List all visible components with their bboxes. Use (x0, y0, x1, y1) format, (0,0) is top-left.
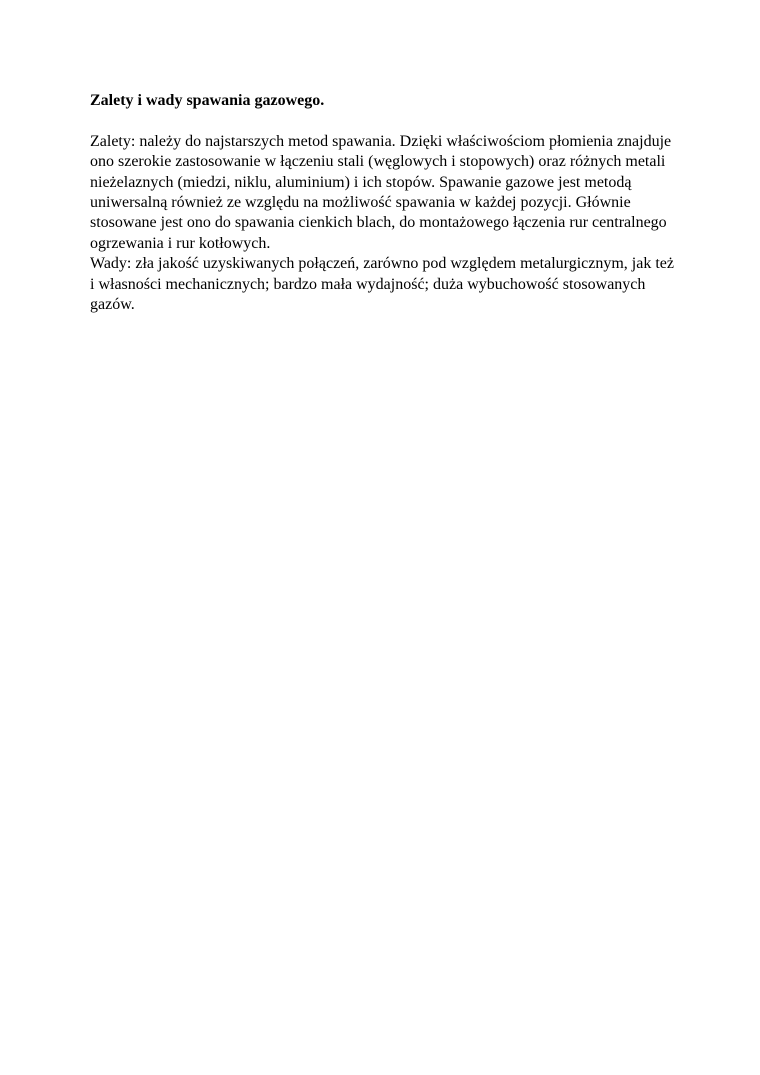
paragraph-advantages: Zalety: należy do najstarszych metod spawania. Dzięki właściwościom płomienia znajduje ono szerokie zastosowanie w łączeniu stali (węglowych i stopowych) oraz różnych metali nieżelaznych (miedzi, niklu, aluminium) i ich stopów. Spawanie gazowe jest metodą uniwersalną również ze względu na możliwość spawania w każdej pozycji. Głównie stosowane jest ono do spawania cienkich blach, do montażowego łączenia rur centralnego ogrzewania i rur kotłowych. (90, 132, 672, 252)
document-title: Zalety i wady spawania gazowego. (90, 92, 325, 109)
document-body (90, 91, 680, 315)
paragraph-disadvantages: Wady: zła jakość uzyskiwanych połączeń, zarówno pod względem metalurgicznym, jak też i własności mechanicznych; bardzo mała wydajność; duża wybuchowość stosowanych gazów. (90, 255, 674, 314)
